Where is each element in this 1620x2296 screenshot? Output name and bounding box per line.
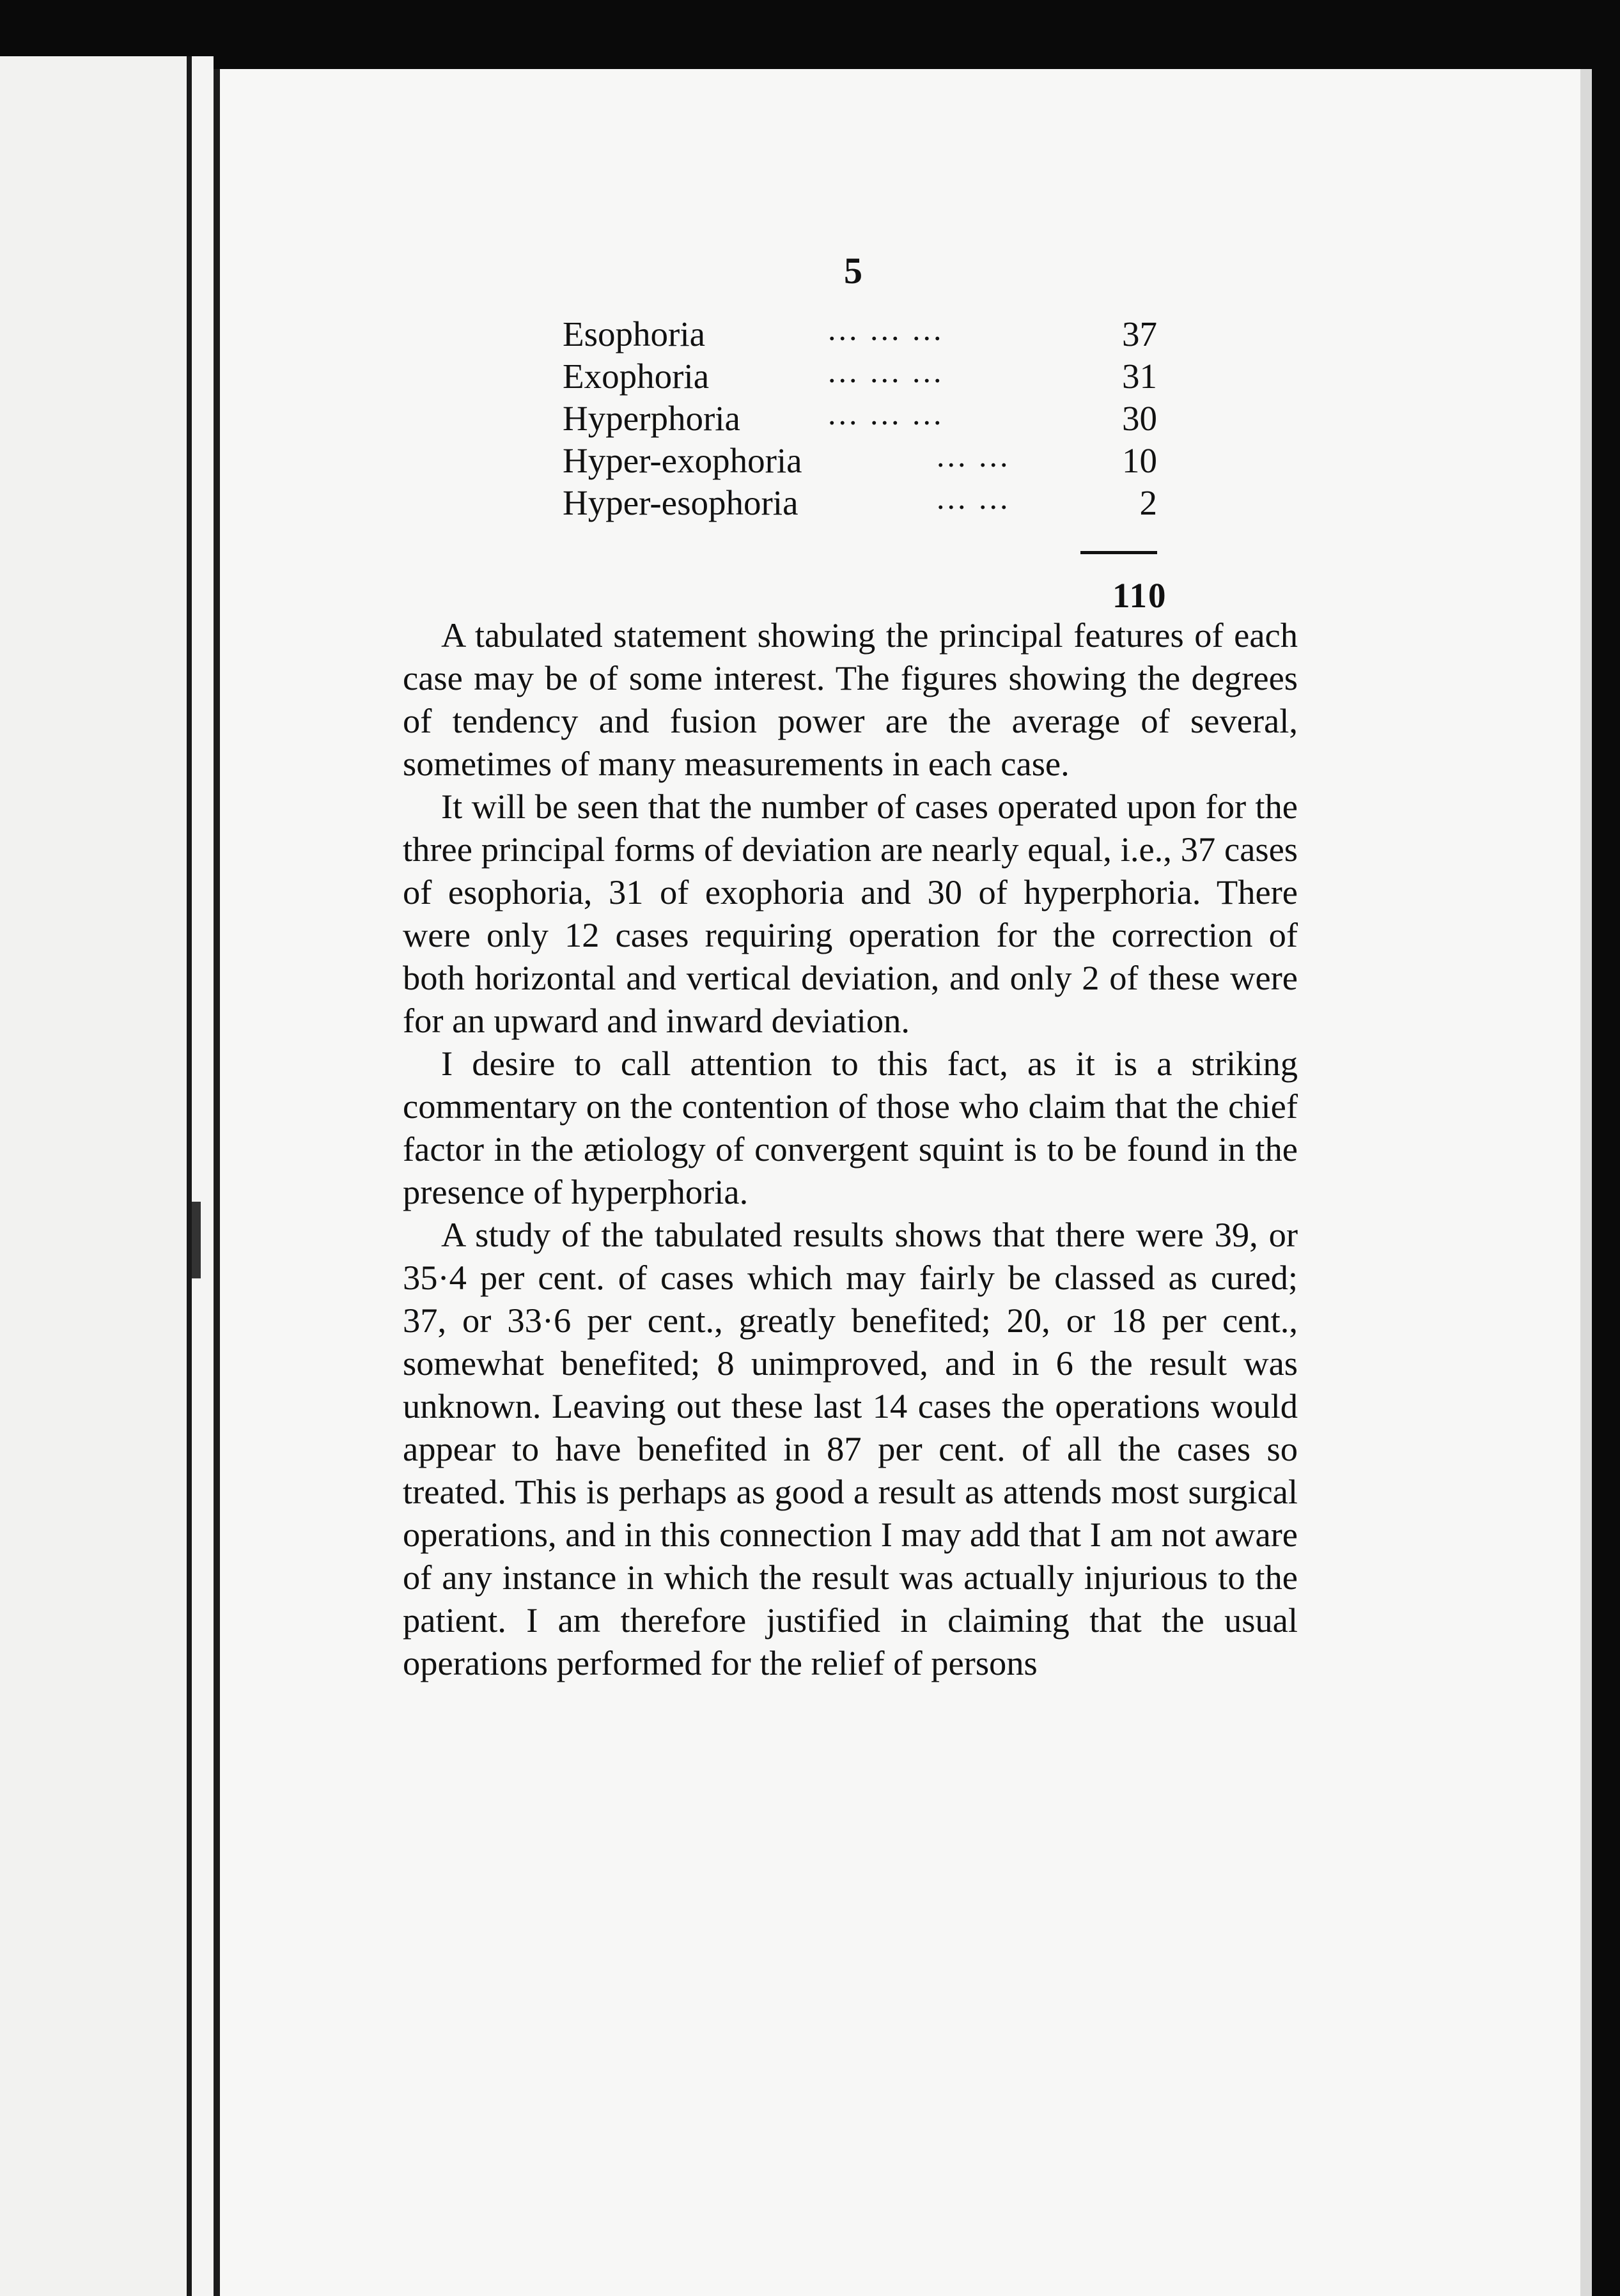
table-row — [563, 398, 1157, 440]
body-text — [403, 614, 1298, 1684]
paragraph: It will be seen that the number of cases operated upon for the three principal forms of deviation are nearly equal, i.e., 37 cases of esophoria, 31 of exophoria and 30 of hyperphoria. There were only 12 cases requiring operation for the correction of both horizontal and vertical deviation, and only 2 of these were for an upward and inward deviation. — [403, 787, 1298, 1040]
table-row — [563, 440, 1157, 482]
leader-dots: ... ... ... — [828, 353, 944, 389]
table-row — [563, 355, 1157, 398]
row-count: 30 — [1122, 399, 1157, 438]
paragraph: A tabulated statement showing the principal features of each case may be of some interest. The figures showing the degrees of tendency and fusion power are the average of several, sometimes of many measurements in each case. — [403, 616, 1298, 783]
page-number: 5 — [844, 250, 862, 291]
page-shadow — [1580, 69, 1592, 2296]
leader-dots: ... ... — [937, 438, 1011, 474]
row-label: Esophoria — [563, 314, 706, 353]
row-label: Hyper-esophoria — [563, 483, 798, 522]
paragraph: I desire to call attention to this fact, as it is a striking commentary on the contention of those who claim that the chief factor in the ætiology of convergent squint is to be found in the presence of hyperphoria. — [403, 1044, 1298, 1211]
row-count: 2 — [1139, 483, 1157, 522]
row-count: 37 — [1122, 314, 1157, 353]
paragraph: A study of the tabulated results shows that there were 39, or 35·4 per cent. of cases which may fairly be classed as cured; 37, or 33·6 per cent., greatly benefited; 20, or 18 per cent., somewhat benefited; 8 unimproved, and in 6 the result was unknown. Leaving out these last 14 cases the operations would appear to have benefited in 87 per cent. of all the cases so treated. This is perhaps as good a result as attends most surgical operations, and in this connection I may add that I am not aware of any instance in which the result was actually injurious to the patient. I am therefore justified in claiming that the usual operations performed for the relief of persons — [403, 1215, 1298, 1682]
leader-dots: ... ... ... — [828, 396, 944, 431]
deviation-table — [563, 313, 1157, 524]
adjacent-page — [0, 56, 192, 2296]
table-row — [563, 313, 1157, 355]
table-row — [563, 482, 1157, 524]
book-gutter — [192, 56, 214, 2296]
leader-dots: ... ... — [937, 480, 1011, 516]
row-label: Hyperphoria — [563, 399, 740, 438]
row-count: 31 — [1122, 357, 1157, 396]
row-label: Exophoria — [563, 357, 710, 396]
total-rule — [1080, 551, 1157, 554]
page-edge — [187, 56, 192, 2296]
row-label: Hyper-exophoria — [563, 441, 802, 480]
table-total: 110 — [1112, 576, 1167, 615]
leader-dots: ... ... ... — [828, 311, 944, 347]
binding-mark — [192, 1202, 201, 1278]
row-count: 10 — [1122, 441, 1157, 480]
